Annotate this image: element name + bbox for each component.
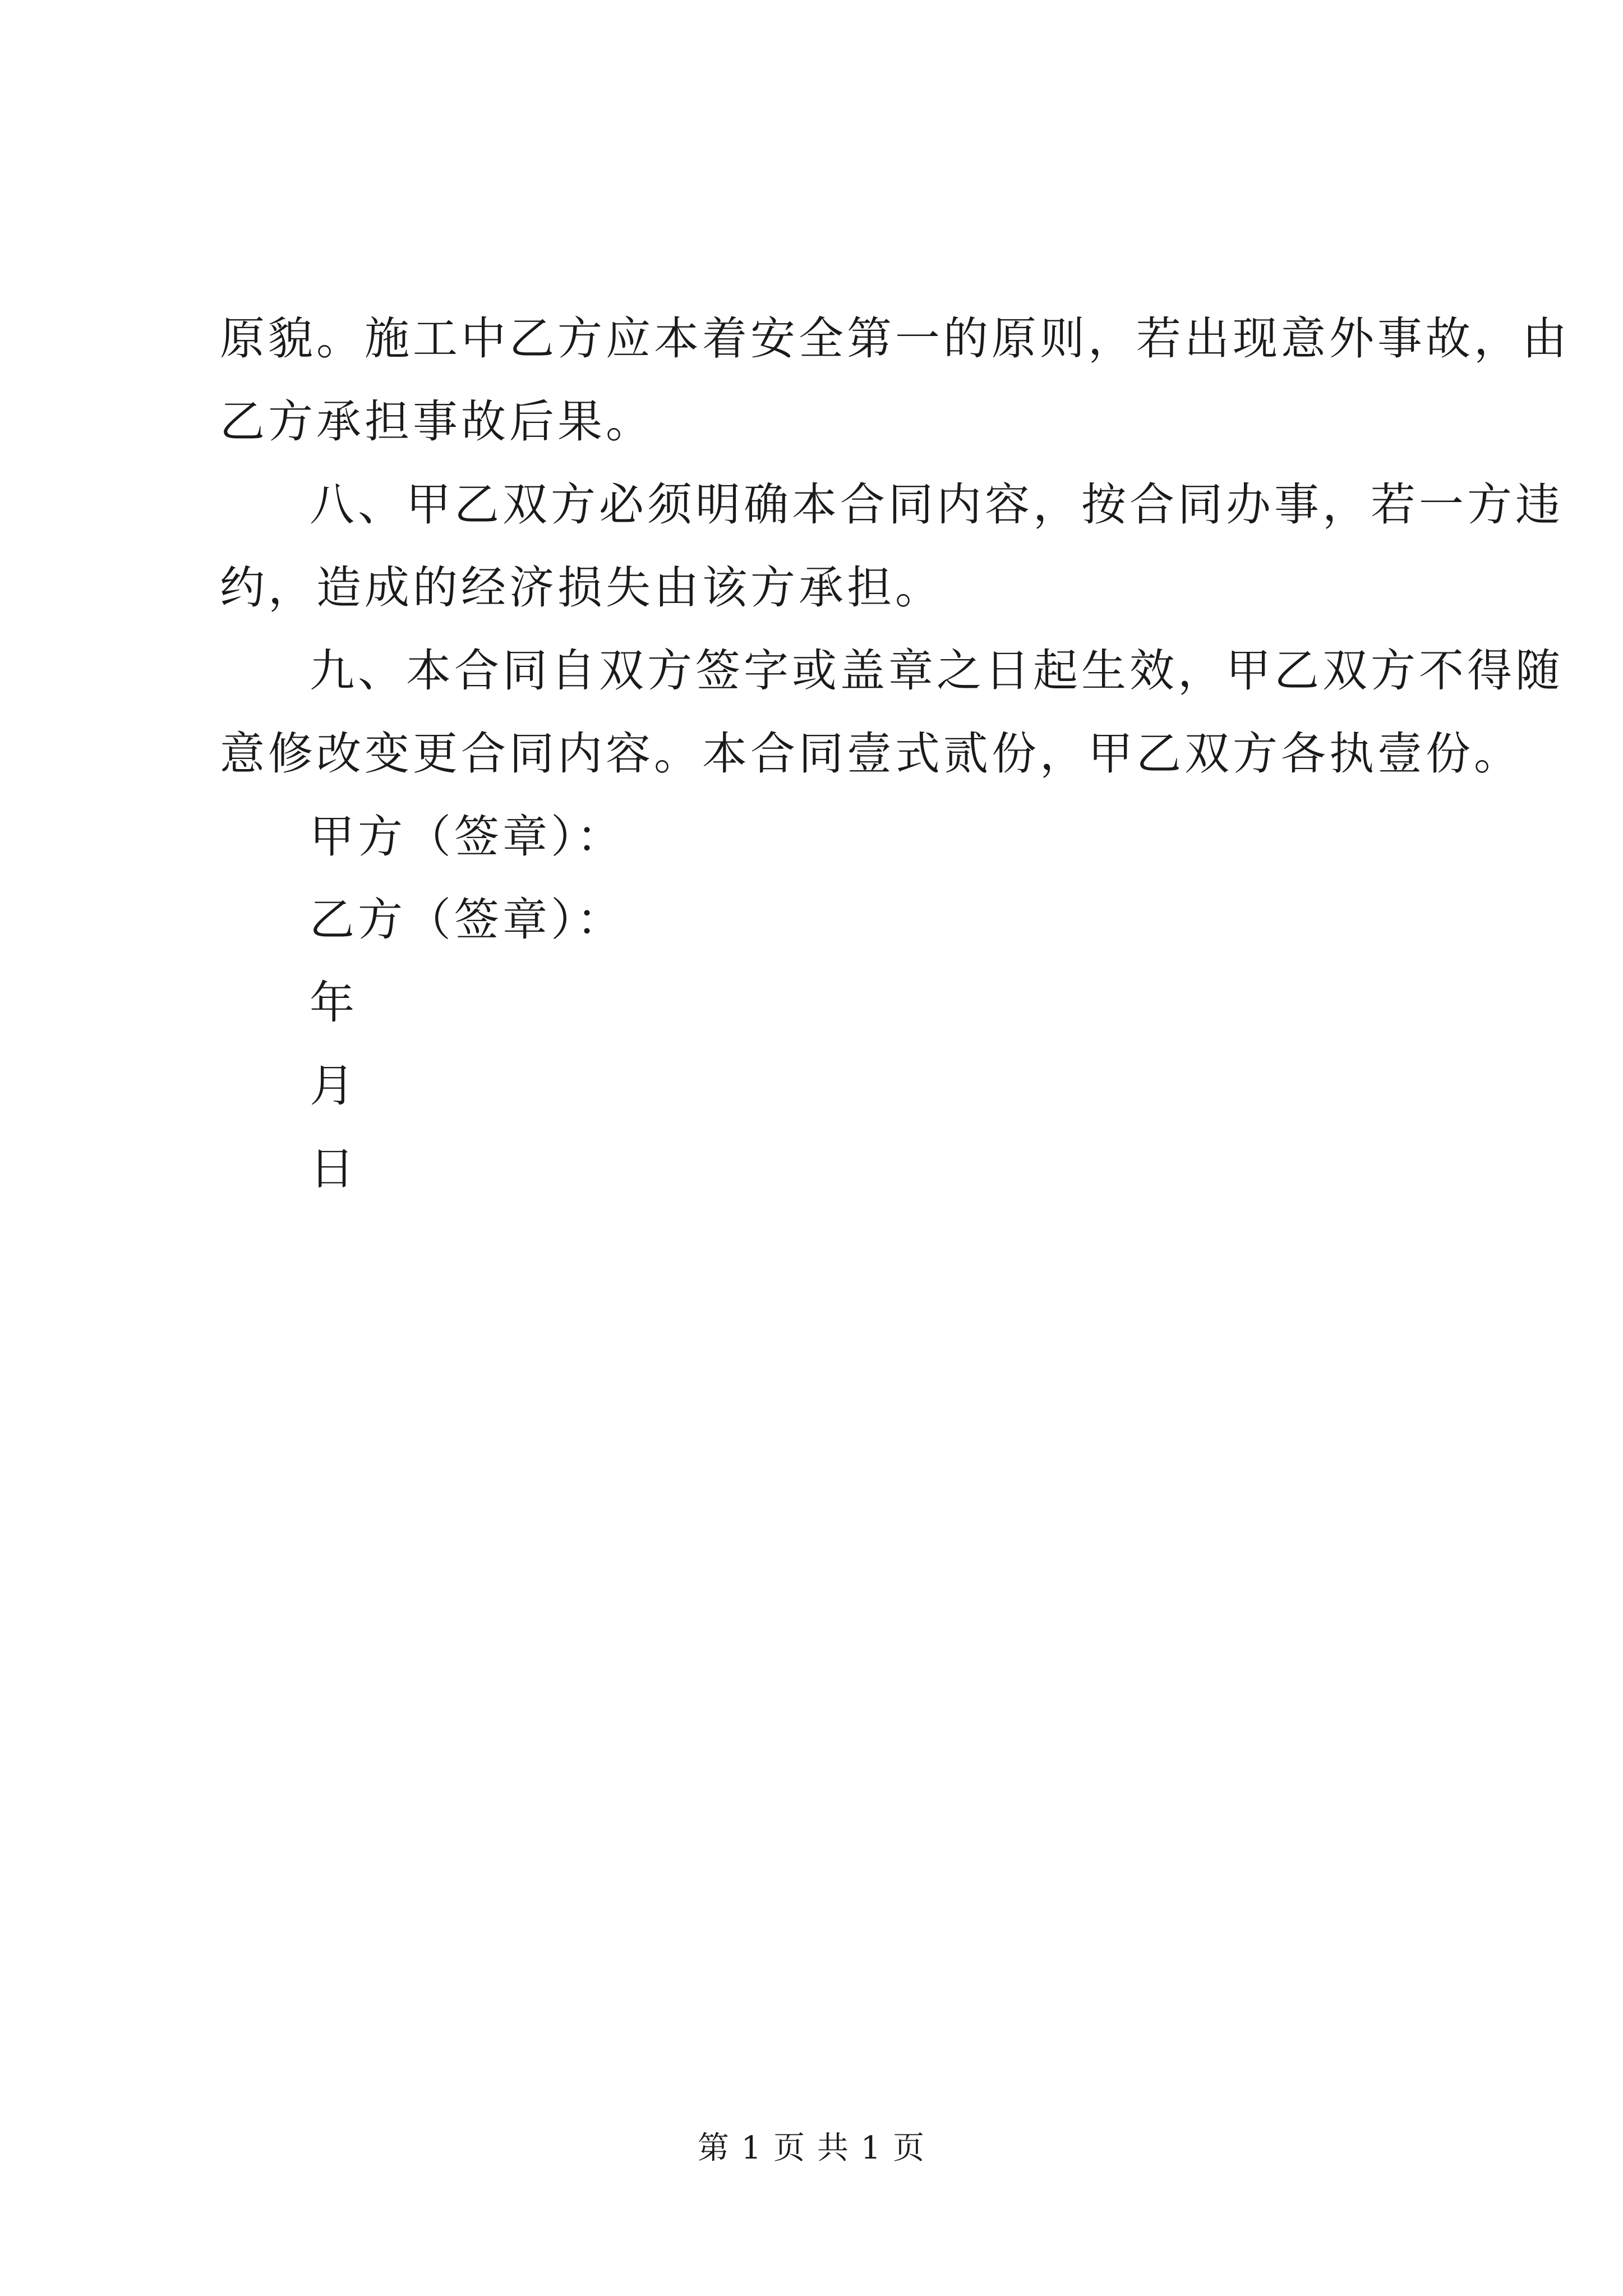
paragraph-line: 意修改变更合同内容。本合同壹式贰份，甲乙双方各执壹份。 xyxy=(220,728,1522,780)
date-month-label: 月 xyxy=(310,1060,358,1112)
paragraph-line: 原貌。施工中乙方应本着安全第一的原则，若出现意外事故，由 xyxy=(220,312,1570,365)
page-footer xyxy=(0,2129,1623,2168)
party-a-signature-label: 甲方（签章）： xyxy=(310,811,625,863)
page-number-label: 第 1 页 共 1 页 xyxy=(697,2130,926,2166)
date-year-label: 年 xyxy=(310,977,358,1029)
party-b-signature-label: 乙方（签章）： xyxy=(310,894,625,946)
clause-eight-line: 八、甲乙双方必须明确本合同内容，按合同办事，若一方违 xyxy=(310,478,1564,531)
date-day-label: 日 xyxy=(310,1143,358,1195)
document-body xyxy=(220,297,1570,1211)
paragraph-line: 约，造成的经济损失由该方承担。 xyxy=(220,562,943,614)
paragraph-line: 乙方承担事故后果。 xyxy=(220,395,654,448)
clause-nine-line: 九、本合同自双方签字或盖章之日起生效，甲乙双方不得随 xyxy=(310,645,1564,697)
